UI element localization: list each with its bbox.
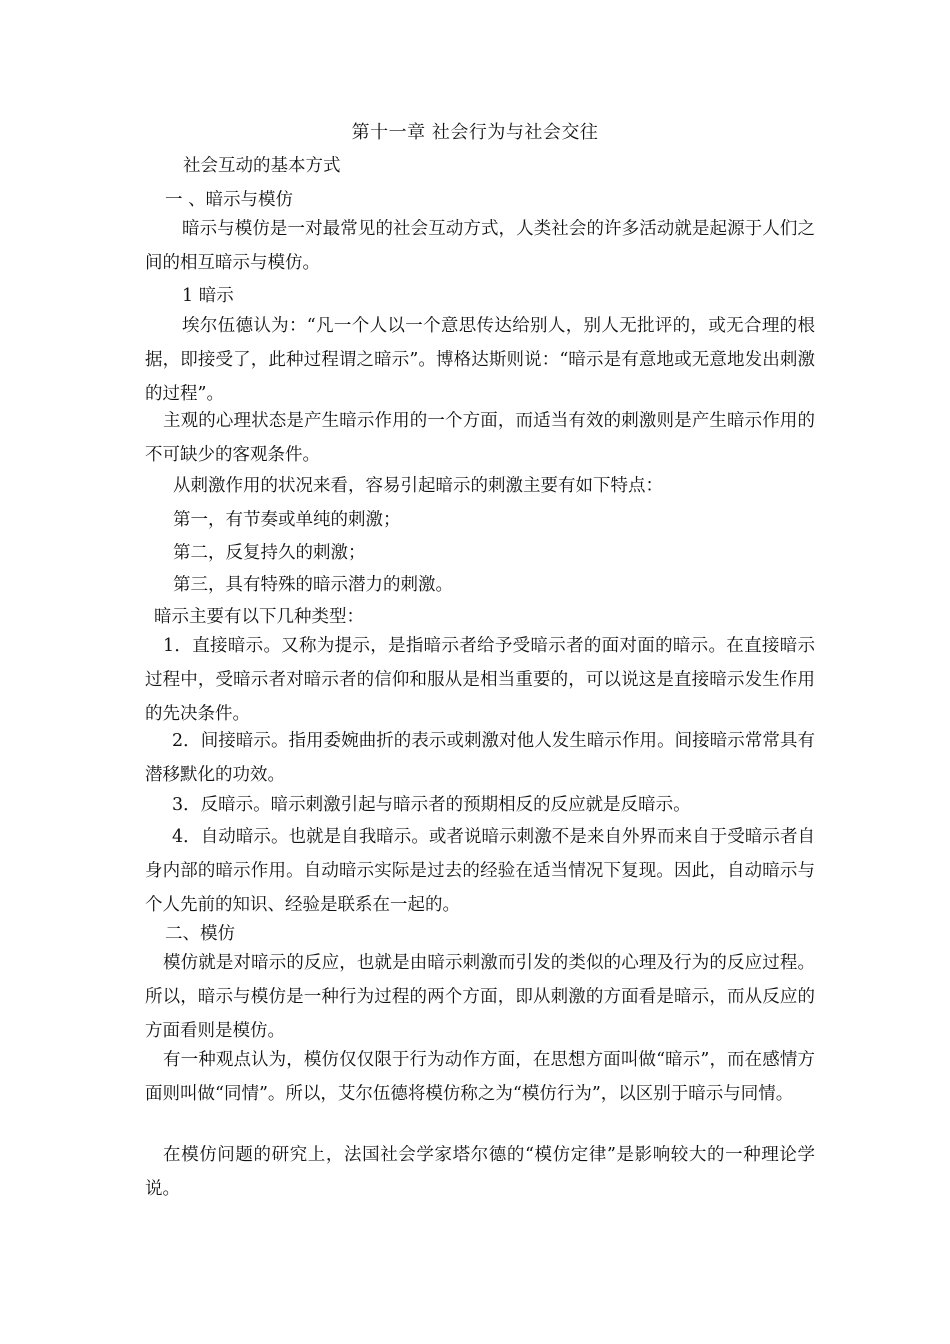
section-heading: 社会互动的基本方式 [183, 156, 341, 176]
features-intro: 从刺激作用的状况来看，容易引起暗示的刺激主要有如下特点： [173, 476, 663, 496]
feature-item: 第一，有节奏或单纯的刺激； [173, 510, 401, 530]
type-direct-suggestion: 1．直接暗示。又称为提示，是指暗示者给予受暗示者的面对面的暗示。在直接暗示过程中，受暗示者对暗示者的信仰和服从是相当重要的，可以说这是直接暗示发生作用的先决条件。 [145, 636, 815, 724]
feature-item: 第三，具有特殊的暗示潜力的刺激。 [173, 575, 453, 595]
sub-heading-suggestion: 1 暗示 [182, 286, 234, 306]
types-intro: 暗示主要有以下几种类型： [154, 607, 364, 627]
imitation-paragraph: 模仿就是对暗示的反应，也就是由暗示刺激而引发的类似的心理及行为的反应过程。所以，暗示与模仿是一种行为过程的两个方面，即从刺激的方面看是暗示，而从反应的方面看则是模仿。 [145, 953, 815, 1041]
chapter-title: 第十一章 社会行为与社会交往 [351, 122, 599, 143]
theory-paragraph: 在模仿问题的研究上，法国社会学家塔尔德的“模仿定律”是影响较大的一种理论学说。 [145, 1145, 815, 1199]
feature-item: 第二，反复持久的刺激； [173, 543, 366, 563]
type-counter-suggestion: 3．反暗示。暗示刺激引起与暗示者的预期相反的反应就是反暗示。 [172, 795, 691, 815]
intro-paragraph: 暗示与模仿是一对最常见的社会互动方式，人类社会的许多活动就是起源于人们之间的相互暗示与模仿。 [145, 219, 815, 273]
subsection-heading-imitation: 二、模仿 [165, 924, 235, 944]
definition-paragraph: 埃尔伍德认为：“凡一个人以一个意思传达给别人，别人无批评的，或无合理的根据，即接受了，此种过程谓之暗示”。博格达斯则说：“暗示是有意地或无意地发出刺激的过程”。 [145, 316, 815, 404]
type-indirect-suggestion: 2．间接暗示。指用委婉曲折的表示或刺激对他人发生暗示作用。间接暗示常常具有潜移默化的功效。 [145, 731, 815, 785]
subsection-heading-suggestion-imitation: 一 、暗示与模仿 [165, 190, 294, 210]
view-paragraph: 有一种观点认为，模仿仅仅限于行为动作方面，在思想方面叫做“暗示”，而在感情方面则叫做“同情”。所以，艾尔伍德将模仿称之为“模仿行为”，以区别于暗示与同情。 [145, 1050, 815, 1104]
type-auto-suggestion: 4．自动暗示。也就是自我暗示。或者说暗示刺激不是来自外界而来自于受暗示者自身内部的暗示作用。自动暗示实际是过去的经验在适当情况下复现。因此，自动暗示与个人先前的知识、经验是联系在一起的。 [145, 827, 815, 915]
condition-paragraph: 主观的心理状态是产生暗示作用的一个方面，而适当有效的刺激则是产生暗示作用的不可缺少的客观条件。 [145, 411, 815, 465]
